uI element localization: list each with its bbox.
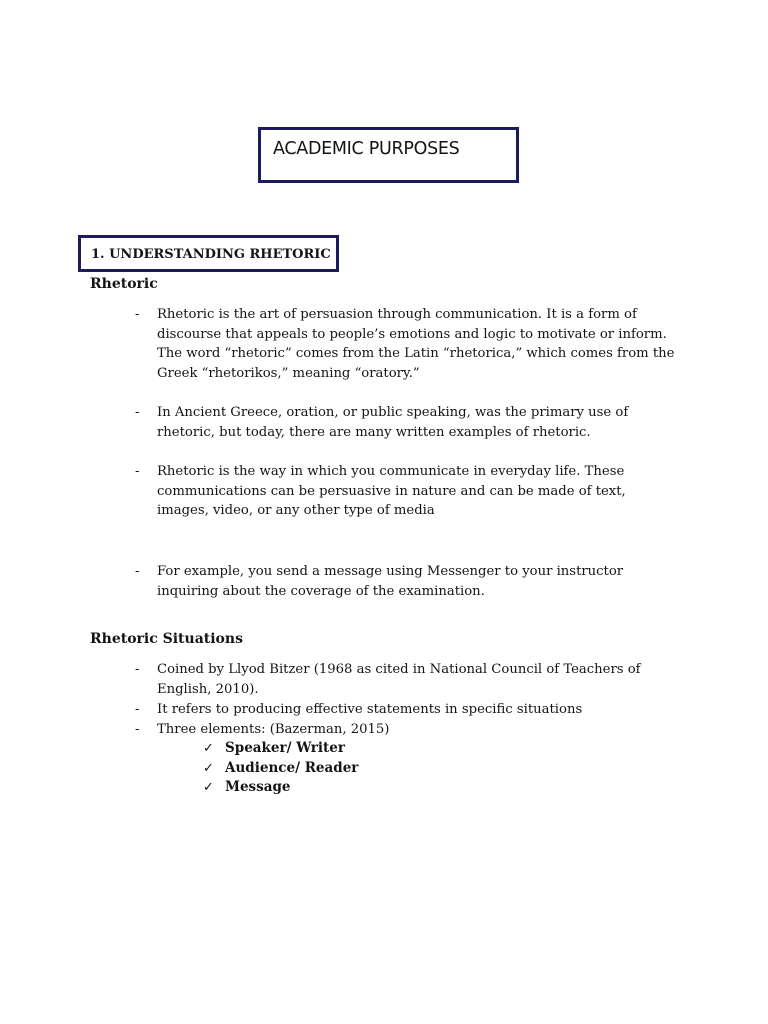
checklist-item-label: Audience/ Reader — [225, 760, 359, 776]
checklist-item — [203, 778, 291, 798]
list-item-text: Three elements: (Bazerman, 2015) — [157, 722, 390, 737]
title-box — [258, 127, 519, 183]
list-item — [135, 403, 675, 442]
bullet-dash: - — [135, 722, 140, 737]
list-item — [135, 462, 675, 521]
checkmark-icon: ✓ — [203, 741, 214, 756]
bullet-dash: - — [135, 464, 140, 479]
list-item-text: For example, you send a message using Messenger to your instructor inquiring about the coverage of the examination. — [157, 564, 624, 599]
checklist-item — [203, 739, 345, 759]
section-heading-box — [78, 235, 339, 272]
list-item — [135, 562, 675, 601]
list-item — [135, 305, 675, 383]
list-item — [135, 720, 675, 740]
list-item-text: It refers to producing effective statements in specific situations — [157, 702, 583, 717]
list-item — [135, 700, 675, 720]
list-item-text: In Ancient Greece, oration, or public speaking, was the primary use of rhetoric, but today, there are many written examples of rhetoric. — [157, 405, 629, 440]
bullet-dash: - — [135, 662, 140, 677]
list-item — [135, 660, 675, 699]
checkmark-icon: ✓ — [203, 761, 214, 776]
checklist-item — [203, 759, 358, 779]
checklist-item-label: Message — [225, 779, 291, 795]
bullet-dash: - — [135, 564, 140, 579]
bullet-dash: - — [135, 702, 140, 717]
checkmark-icon: ✓ — [203, 780, 214, 795]
document-title: ACADEMIC PURPOSES — [273, 139, 460, 159]
list-item-text: Rhetoric is the art of persuasion through communication. It is a form of discourse that appeals to people’s emotions and logic to motivate or inform. The word “rhetoric” comes from the Latin “rhetorica,” which comes from the Greek “rhetorikos,” meaning “oratory.” — [157, 307, 675, 381]
bullet-dash: - — [135, 405, 140, 420]
list-item-text: Coined by Llyod Bitzer (1968 as cited in National Council of Teachers of English, 2010). — [157, 662, 641, 697]
section-heading: 1. UNDERSTANDING RHETORIC — [91, 247, 331, 262]
list-item-text: Rhetoric is the way in which you communicate in everyday life. These communications can be persuasive in nature and can be made of text, images, video, or any other type of media — [157, 464, 626, 519]
rhetoric-heading: Rhetoric — [90, 276, 158, 292]
rhetoric-situations-heading: Rhetoric Situations — [90, 631, 243, 647]
bullet-dash: - — [135, 307, 140, 322]
checklist-item-label: Speaker/ Writer — [225, 740, 345, 756]
